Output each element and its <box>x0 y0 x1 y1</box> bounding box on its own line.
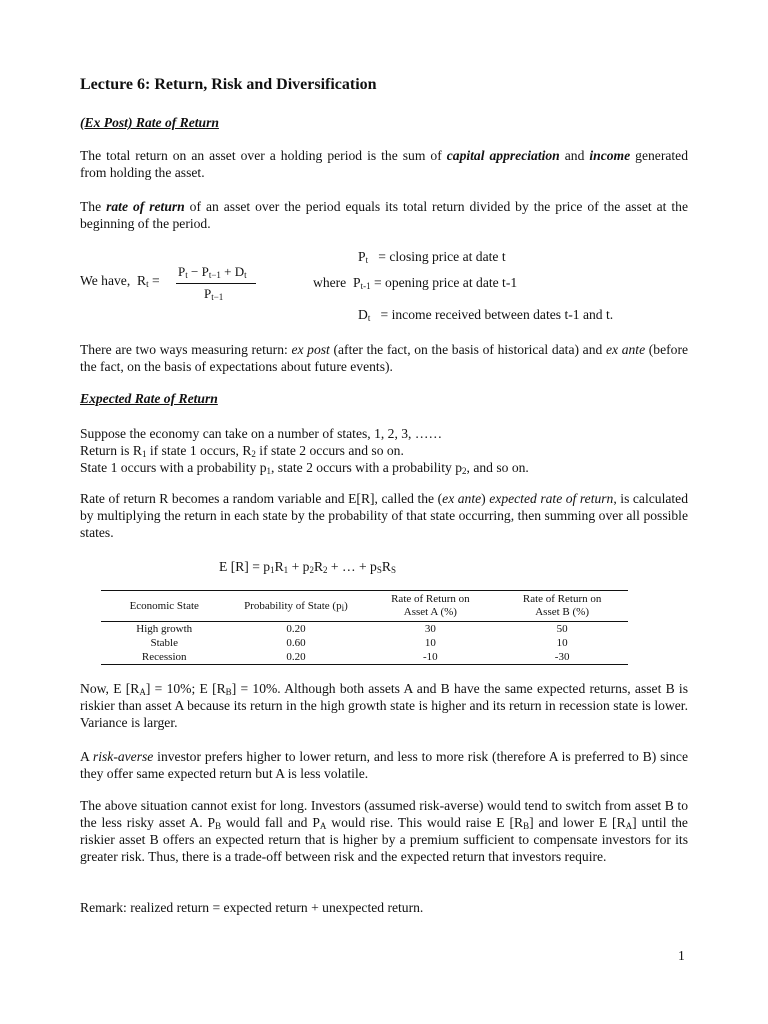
cell-asset-b: 10 <box>556 637 568 649</box>
paragraph-rate-of-return: The rate of return of an asset over the period equals its total return divided by the price of the asset at the beginning of the period. <box>80 199 688 231</box>
cell-prob: 0.60 <box>286 637 306 649</box>
definition-pt-1: where $P_{t-1}$ = opening price at date t-1 <box>313 275 518 291</box>
cell-state: Recession <box>101 650 227 665</box>
header-economic-state: Economic State <box>101 591 227 622</box>
cell-state: Stable <box>150 637 178 649</box>
formula-lhs: We have, $R_t$ = <box>80 273 160 289</box>
expected-return-formula: E $[R] = p_1R_1 + p_2R_2$ + … + $p_SR_S$ <box>219 559 396 575</box>
table-row <box>101 622 628 637</box>
paragraph-trade-off: The above situation cannot exist for long. Investors (assumed risk-averse) would tend to switch from asset B to the less risky asset A. $P_B$ would fall and $P_A$ would rise. This would raise E $[R_B]$ and lower E $[R_A]$ until the riskier asset B offers an expected return that is higher by a premium sufficient to compensate investors for its greater risk. Thus, there is a trade-off between risk and the expected return that investors require. <box>80 798 688 864</box>
header-asset-a: Rate of Return on Asset A (%) <box>364 591 496 622</box>
states-line-1: Suppose the economy can take on a number of states, 1, 2, 3, …… <box>80 426 443 441</box>
header-probability: Probability of State $(p_i)$ <box>227 591 364 622</box>
cell-state: High growth <box>136 623 193 635</box>
table-header-row <box>101 591 628 622</box>
formula-denominator: $P_{t-1}$ <box>204 286 224 302</box>
paragraph-risk-averse: A risk-averse investor prefers higher to lower return, and less to more risk (therefore A is preferred to B) since they offer same expected return but A is less volatile. <box>80 749 688 781</box>
states-line-3: State 1 occurs with a probability $p_1$, state 2 occurs with a probability $p_2$, and so on. <box>80 460 529 476</box>
table-row <box>101 636 628 650</box>
cell-asset-a: 10 <box>424 637 436 649</box>
fraction-bar <box>176 283 256 284</box>
paragraph-remark: Remark: realized return = expected return + unexpected return. <box>80 900 424 915</box>
paragraph-random-variable: Rate of return R becomes a random variable and E[R], called the (ex ante) expected rate of return, is calculated by multiplying the return in each state by the probability of that state occurring, then summing over all possible states. <box>80 491 688 540</box>
page-title: Lecture 6: Return, Risk and Diversification <box>80 76 377 93</box>
cell-asset-b: -30 <box>496 650 628 665</box>
paragraph-total-return: The total return on an asset over a holding period is the sum of capital appreciation and income generated from holding the asset. <box>80 148 689 180</box>
paragraph-now-expected: Now, E $[R_A] = 10\%$; E $[R_B] = 10\%$. Although both assets A and B have the same expected returns, asset B is riskier than asset A because its return in the high growth state is higher and its return in recession state is lower. Variance is larger. <box>80 681 688 730</box>
cell-asset-a: 30 <box>424 623 436 635</box>
cell-asset-b: 50 <box>556 623 568 635</box>
section-heading-ex-post: (Ex Post) Rate of Return <box>80 115 219 130</box>
header-asset-b: Rate of Return on Asset B (%) <box>496 591 628 622</box>
states-line-2: Return is $R_1$ if state 1 occurs, $R_2$ if state 2 occurs and so on. <box>80 443 404 459</box>
paragraph-states <box>80 425 688 476</box>
table-row <box>101 650 628 665</box>
definition-dt: $D_t$ = income received between dates t-1 and t. <box>358 307 614 323</box>
section-heading-expected-return: Expected Rate of Return <box>80 391 218 406</box>
formula-numerator: $P_t - P_{t-1} + D_t$ <box>178 264 247 280</box>
cell-asset-a: -10 <box>364 650 496 665</box>
cell-prob: 0.20 <box>227 650 364 665</box>
paragraph-ex-post-ex-ante: There are two ways measuring return: ex post (after the fact, on the basis of historical data) and ex ante (before the fact, on the basis of expectations about future events). <box>80 342 689 374</box>
cell-prob: 0.20 <box>286 623 306 635</box>
page-number: 1 <box>678 948 685 963</box>
definition-pt: $P_t$ = closing price at date t <box>358 249 506 265</box>
returns-table <box>101 590 628 665</box>
